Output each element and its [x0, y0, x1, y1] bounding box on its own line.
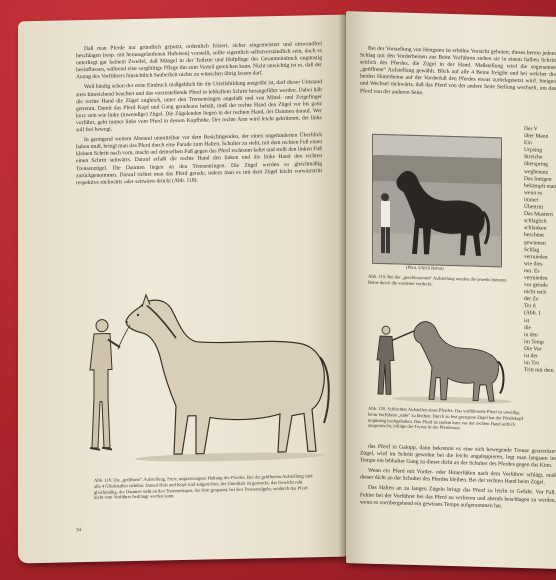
margin-word: Das Mustern [524, 211, 553, 218]
margin-word: schlanken [524, 225, 547, 232]
margin-word: Tritt mit dem [524, 367, 554, 375]
margin-word: vor gerade [524, 282, 548, 289]
margin-word: im Temp [524, 338, 544, 346]
margin-word: die [524, 324, 531, 331]
margin-word: ist [524, 317, 530, 324]
margin-word: Ein [524, 140, 532, 147]
margin-word: wenn es immer [524, 189, 543, 204]
margin-word: vermieden [524, 275, 548, 282]
margin-word: in den [524, 331, 538, 339]
figure-119-caption: Abb. 119. Bei der „geschlossenen“ Aufstellung werden die jeweils hinteren Beine durch die vorderen verdeckt. [368, 273, 507, 287]
left-paragraph-1: Daß man Pferde nur gründlich geputzt, ordentlich frisiert, sicher eingemeistert und einwandfrei beschlagen (resp. mit herausgelaufenen Hufeisen) vorstellt, sollte eigentlich selbstverständlich sein, doch es unterliegt gar keinem Zweifel, daß Mängel in der Toilette und Hufpflege des Gesamteindruck ungünstig beeinflussen, während eine sorgfältige Pflege ihn zum Vorteil gereichen kann. Nicht unwichtig ist es, daß der Anzug des Vorführers hinsichtlich Sauberkeit nichts zu wünschen übrig lassen darf. [76, 41, 322, 81]
margin-word: Die Vor [524, 345, 542, 353]
right-bottom-paragraph-1: das Pferd in Galopp, dann bekommt es eine sich bewegende Trense gestreckter Zügel, wird im Schritt gewohnt bei die leicht angaloppieren, legt man langsam im Tempo ein lebhafter Gang zu dieser dicht an der Schulter des Pferdes gegen das Kinn. [360, 443, 556, 470]
margin-word: im Tro [524, 360, 540, 367]
margin-word: gewinnen [524, 239, 546, 247]
right-bottom-paragraph-2: Wenn ein Pferd mit Vorder- oder Hinterfüßen nach dem Vorführer schlägt, muß dieser dicht an der Schulter des Pferdes bleiben. Bei der rechten Hand beim Zügel. [360, 467, 556, 487]
margin-word: (Abb. 1 [524, 310, 542, 317]
right-page-bottom-text [360, 443, 556, 514]
margin-word: Das Imtigen [524, 175, 552, 183]
figure-120-caption: Abb. 120. Schlechtes Aufstellen eines Pferdes. Das vorführende Pferd ist unwillig, beim Vorführen „rüde“ zu bleiben. Durch zu fest gezogene Zügel hat der Pferdekopf ungünstig hochgehalten. Das Pferd ist zudem kurz vor der rechten Hand seitlich ausgerutscht, infolge der Trense in der Pferdenase. [368, 405, 524, 431]
right-margin-text-column [524, 126, 556, 375]
margin-word: nur. Es [524, 267, 540, 275]
right-page-top-text [360, 45, 556, 103]
left-paragraph-3: In genügend weitem Abstand unmittelbar vor dem Besichtigenden, der einen ungehinderten Überblick haben muß, bringt man das Pferd durch eine Parade zum Halten. Schulter zu steht, mit dem rechten Fuß einen kleinen Schritt nach vorn, macht auf demselben Fuß gegen das Pferd rechtsum kehrt und stellt den linken Fuß einen Schritt seitwärts. Darauf erfaßt die rechte Hand den linken und die linke Hand den rechten Trensenzügel. Die Daumen liegen an den Trensenringen. Die Zügel werden so gleichmäßig zurückgenommen. Darauf richtet man das Pferd gerade, indem man es mit dem Zügel leicht vorwärtstritt respektive rückwärts oder seitwärts drückt (Abb. 118). [76, 132, 322, 186]
margin-word: Streiche [524, 154, 543, 161]
margin-word: wie dies [524, 260, 543, 268]
horse-photo-standing [372, 134, 502, 268]
margin-word: vermieden [524, 253, 548, 261]
margin-word: Urpsing [524, 147, 543, 154]
photo-credit: (Phot. Ulrich Behm) [406, 264, 444, 271]
margin-word: beschönt [524, 232, 544, 240]
right-bottom-paragraph-3: Das Halten an zu langen Zügeln bringt das Pferd zu leicht in Gefahr. Vor Fall, Fehler bei der Vorführer bei das Pferd zu verlieren und abends beschlagen zu werden, wenn es vorübergehend ein gewisses Tempo aufgenommen hat. [360, 485, 556, 510]
margin-word: der Ze [524, 296, 539, 303]
horse-with-handler-drawing [80, 273, 330, 468]
margin-word: Der V [524, 126, 538, 133]
rearing-horse-drawing [372, 302, 512, 406]
margin-word: ist der [524, 353, 538, 360]
figure-118-caption: Abb. 118. Die „geöffnete“ Aufstellung. Freie, ungezwungene Haltung des Pferdes. Bei der geöffneten Aufstellung sind alle 4 Gliedmaßen sichtbar. Darauf Hals und Kopf sind aufgerichtet, der Unterhals ist gestreckt, das Gewicht ruht gleichmäßig, der Daumen steht an den Trensenringen, der Arm gespannt, bei den Trensenzügeln, wodurch das Pferd nicht vom Vorführer bedrängt werden kann. [94, 473, 313, 501]
margin-word: Ter d [524, 303, 536, 310]
margin-word: nicht rech [524, 289, 547, 296]
margin-word: über Mann [524, 133, 549, 140]
left-paragraph-2: Weil häufig schon der erste Eindruck maßgeblich für die Urteilsbildung ausgeübt ist, darf dieser Umstand stets hinreichend beachtet und das vorzustellende Pferd in lebhaftem Schritt herangeführt werden. Dabei hält die rechte Hand die Zügel zugleich, unter den Trensenringen angefaßt und von Mittel- und Zeigefinger getrennt. Damit das Pferd Kopf und Gang geradeaus behält, muß der rechte Hand den Zügel vor bis ganz kurz sein wie linke (inwendige) Zügel. Die Zügelenden liegen in der rechten Hand, der Daumen darauf. Wer vorführt, geht immer links vom Pferd in dessen Kopfhöhe. Der rechte Arm wird leicht gekrümmt, der linke soll frei bewegt. [76, 79, 322, 134]
right-book-page [346, 11, 556, 569]
margin-word: überspring [524, 161, 548, 169]
margin-word: bekämpft man [524, 182, 556, 190]
right-paragraph-1: Bei der Vorstellung von Hengsten ist erhöhte Vorsicht geboten; dieses berein jedem Schlag mit den Vorderbeinen aus Beim Vorführen stehen sie in einem halben Schritt seitlich des Pferdes, die Zügel in der Hand. Maßstellung wird die sogenannte „geöffnete“ Aufstellung gewählt. Blick auf alle 4 Beine freigibt und bei welcher die beiden Hinterbeine auf der Vorderfuß den Pferdes etwas zurückgesetzt wird. Steigen und Wechsel rückwärts, daß das Pferd von der andere Seite Stellung wechselt, um das Pferd von der anderen Seite. [360, 45, 556, 96]
margin-word: schlaglich [524, 218, 547, 225]
margin-word: wegbenutz [524, 168, 549, 176]
left-page-number: 34 [76, 528, 81, 534]
margin-word: Übertritt [524, 204, 544, 211]
left-page-body-text [76, 41, 322, 190]
margin-word: Schlag [524, 246, 540, 254]
left-book-page [18, 15, 346, 564]
